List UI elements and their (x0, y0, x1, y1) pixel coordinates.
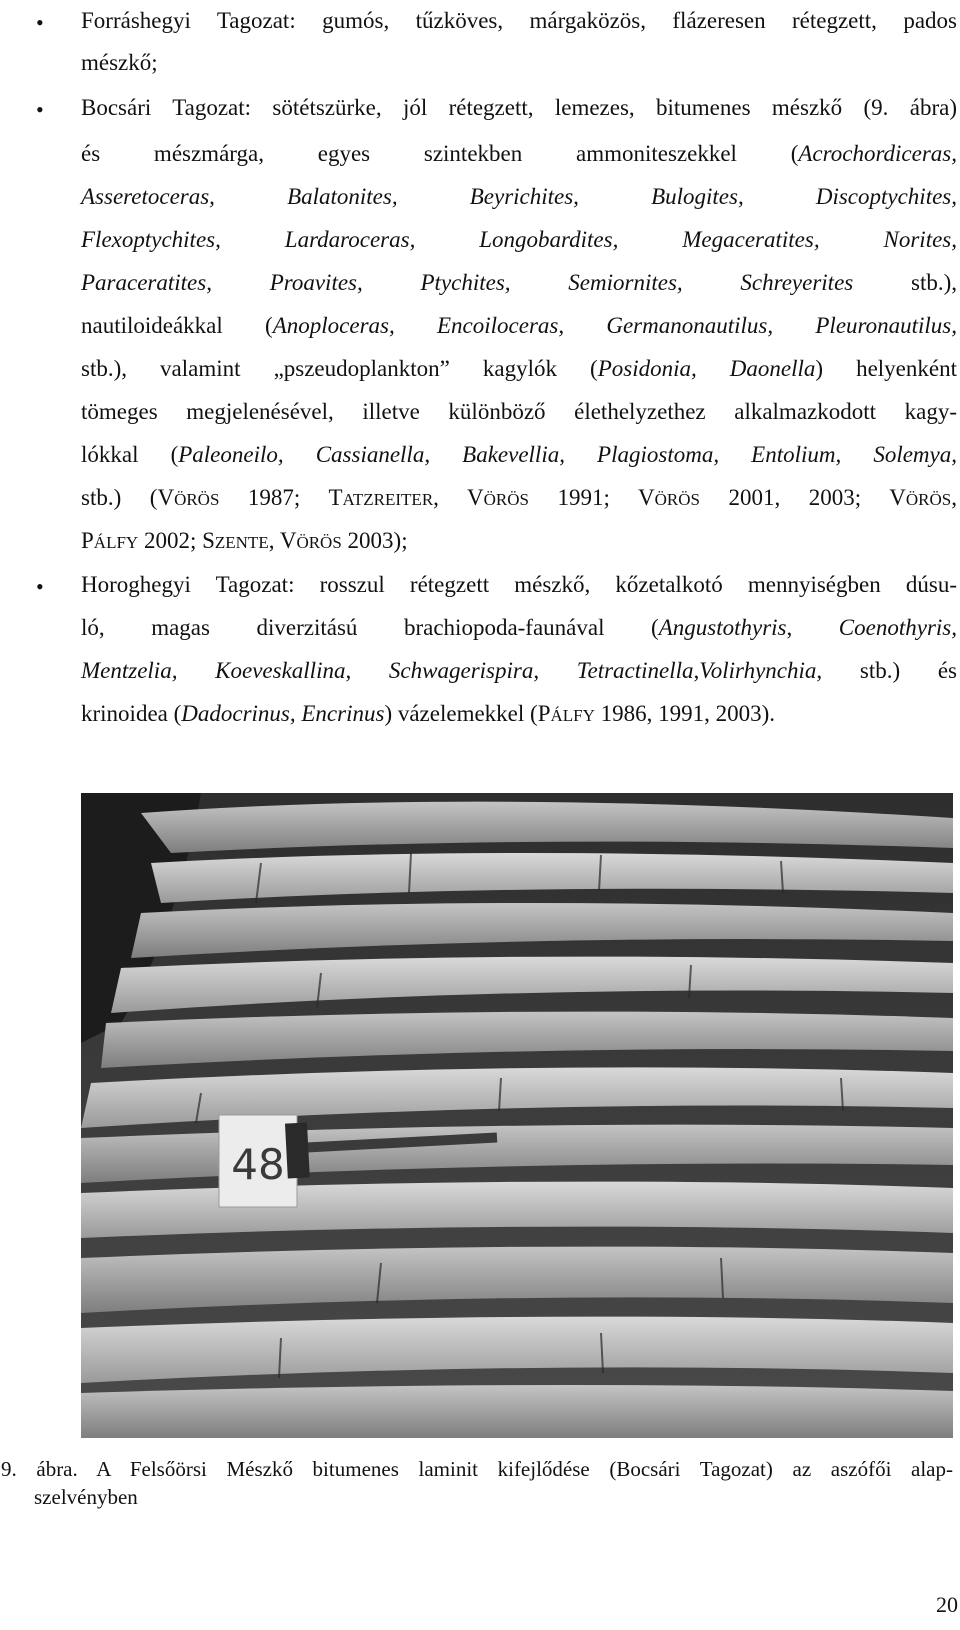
text-line: mészkő; (81, 50, 158, 75)
sign-label: 48 (231, 1140, 285, 1189)
text-line: és mészmárga, egyes szintekben ammoniteszekkel (Acrochordiceras, (81, 141, 957, 166)
bullet-icon: • (36, 97, 44, 122)
figure-caption-continued: szelvényben (34, 1485, 138, 1509)
text-line: Paraceratites, Proavites, Ptychites, Semiornites, Schreyerites stb.), (81, 270, 957, 295)
bullet-icon: • (36, 10, 44, 35)
outcrop-photograph (81, 793, 953, 1438)
text-line-references: PÁLFY 2002; SZENTE, VÖRÖS 2003); (81, 528, 408, 553)
text-line-references: stb.) (VÖRÖS 1987; TATZREITER, VÖRÖS 1991; VÖRÖS 2001, 2003; VÖRÖS, (81, 485, 958, 510)
text-line: Horoghegyi Tagozat: rosszul rétegzett mészkő, kőzetalkotó mennyiségben dúsu- (81, 572, 957, 597)
text-line: nautiloideákkal (Anoploceras, Encoiloceras, Germanonautilus, Pleuronautilus, (81, 313, 957, 338)
text-line: tömeges megjelenésével, illetve különböző élethelyzethez alkalmazkodott kagy- (81, 399, 957, 424)
page-number: 20 (936, 1592, 958, 1617)
bullet-icon: • (36, 574, 44, 599)
figure-caption: 9. ábra. A Felsőörsi Mészkő bitumenes laminit kifejlődése (Bocsári Tagozat) az aszófői alap- (1, 1457, 953, 1481)
text-line: ló, magas diverzitású brachiopoda-faunával (Angustothyris, Coenothyris, (81, 615, 957, 640)
text-line: lókkal (Paleoneilo, Cassianella, Bakevellia, Plagiostoma, Entolium, Solemya, (81, 442, 957, 467)
text-line: Bocsári Tagozat: sötétszürke, jól rétegzett, lemezes, bitumenes mészkő (9. ábra) (81, 95, 957, 120)
text-line: Forráshegyi Tagozat: gumós, tűzköves, márgaközös, flázeresen rétegzett, pados (81, 8, 957, 33)
text-line: Flexoptychites, Lardaroceras, Longobardites, Megaceratites, Norites, (81, 227, 957, 252)
text-line: Mentzelia, Koeveskallina, Schwagerispira, Tetractinella,Volirhynchia, stb.) és (81, 658, 957, 683)
text-line: krinoidea (Dadocrinus, Encrinus) vázelemekkel (PÁLFY 1986, 1991, 2003). (81, 701, 776, 726)
text-line: stb.), valamint „pszeudoplankton” kagylók (Posidonia, Daonella) helyenként (81, 356, 957, 381)
text-line: Asseretoceras, Balatonites, Beyrichites, Bulogites, Discoptychites, (81, 184, 957, 209)
